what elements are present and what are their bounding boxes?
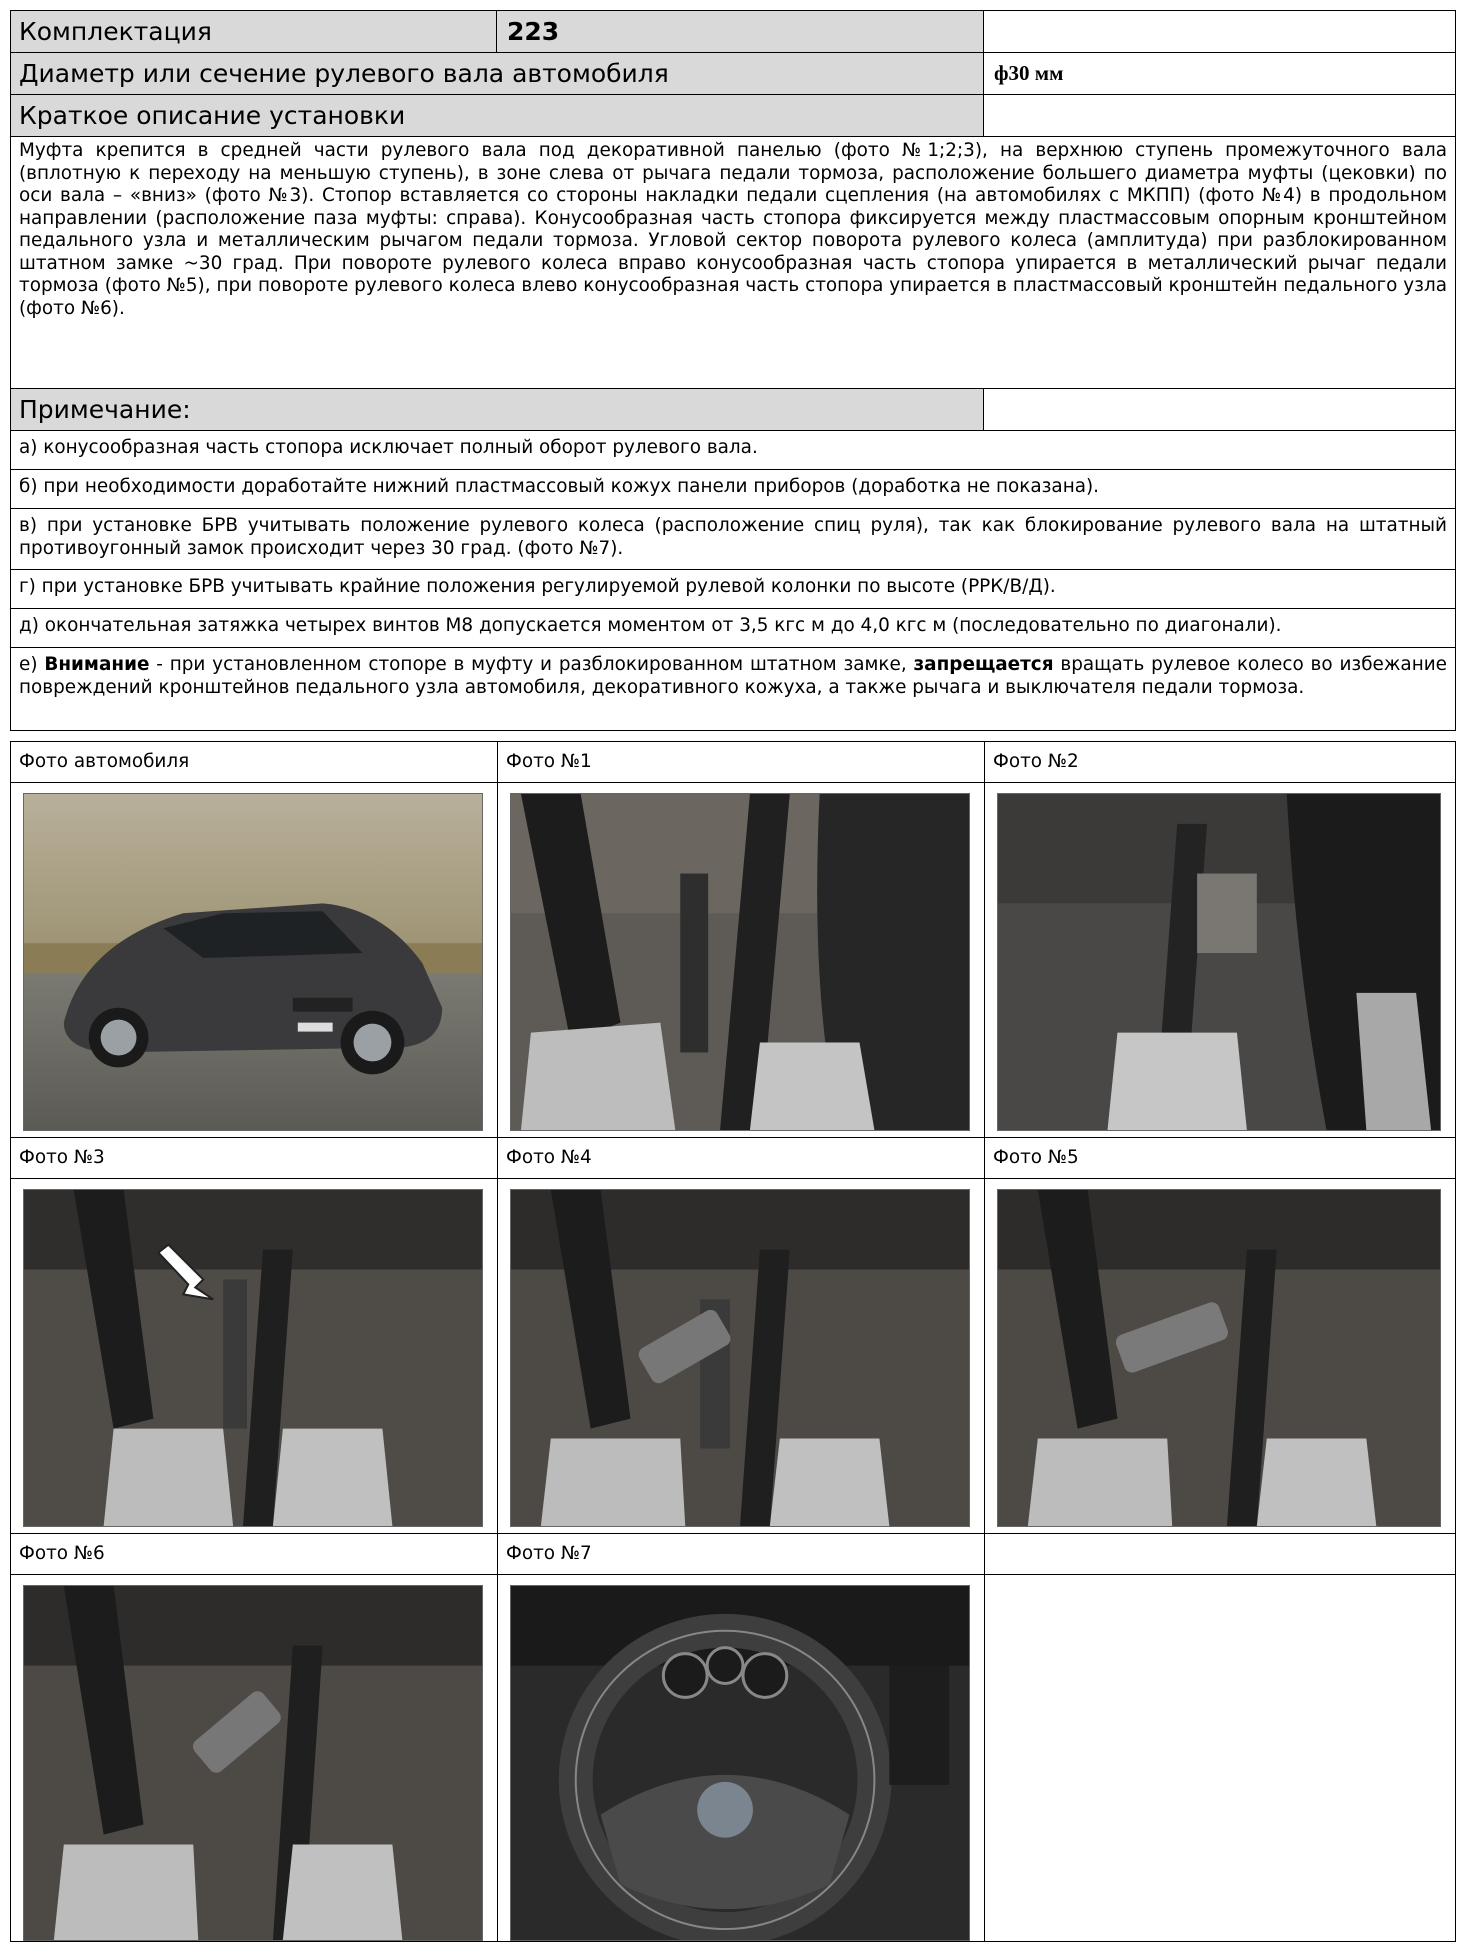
config-label-cell xyxy=(10,10,497,53)
note-f-forbidden: запрещается xyxy=(913,654,1054,675)
caption-7-cell xyxy=(497,1533,985,1575)
note-d: г) при установке БРВ учитывать крайние положения регулируемой рулевой колонки по высоте (РРК/В/Д). xyxy=(19,576,1056,597)
photo-5 xyxy=(997,1189,1441,1527)
caption-2-cell xyxy=(984,741,1456,783)
install-empty-cell xyxy=(983,94,1456,137)
note-f-cell xyxy=(10,647,1456,731)
note-a: а) конусообразная часть стопора исключает полный оборот рулевого вала. xyxy=(19,437,758,458)
caption-4-cell xyxy=(497,1137,985,1179)
caption-car-cell xyxy=(10,741,498,783)
description-cell xyxy=(10,136,1456,389)
photo-4 xyxy=(510,1189,970,1527)
config-label: Комплектация xyxy=(19,17,212,46)
diameter-label-cell xyxy=(10,52,984,95)
config-value-cell xyxy=(496,10,984,53)
photo-3 xyxy=(23,1189,483,1527)
note-a-cell xyxy=(10,430,1456,470)
note-d-cell xyxy=(10,569,1456,609)
install-label-cell xyxy=(10,94,984,137)
notes-title-cell xyxy=(10,388,984,431)
photo-cell-car xyxy=(10,782,498,1138)
photo-cell-4 xyxy=(497,1178,985,1534)
description-text: Муфта крепится в средней части рулевого вала под декоративной панелью (фото №1;2;3), на верхнюю ступень промежуточного вала (вплотную к переходу на меньшую ступень), в зоне слева от рычага педали тормоза, расположение большего диаметра муфты (цековки) по оси вала – «вниз» (фото №3). Стопор вставляется со стороны накладки педали сцепления (на автомобилях с МКПП) (фото №4) в продольном направлении (расположение паза муфты: справа). Конусообразная часть стопора фиксируется между пластмассовым опорным кронштейном педального узла и металлическим рычагом педали тормоза. Угловой сектор поворота рулевого колеса (амплитуда) при разблокированном штатном замке ~30 град. При повороте рулевого колеса вправо конусообразная часть стопора упирается в металлический рычаг педали тормоза (фото №5), при повороте рулевого колеса влево конусообразная часть стопора упирается в пластмассовый кронштейн педального узла (фото №6). xyxy=(19,140,1447,319)
photo-cell-7 xyxy=(497,1574,985,1942)
photo-6 xyxy=(23,1585,483,1941)
caption-3-cell xyxy=(10,1137,498,1179)
car-photo xyxy=(23,793,483,1131)
note-c-cell xyxy=(10,508,1456,570)
note-f xyxy=(11,648,1455,699)
caption-5-cell xyxy=(984,1137,1456,1179)
caption-2: Фото №2 xyxy=(993,751,1079,772)
note-b: б) при необходимости доработайте нижний пластмассовый кожух панели приборов (доработка не показана). xyxy=(19,476,1100,497)
photo-cell-6 xyxy=(10,1574,498,1942)
caption-1: Фото №1 xyxy=(506,751,592,772)
config-value: 223 xyxy=(507,17,560,46)
photo-7 xyxy=(510,1585,970,1941)
note-f-prefix: е) xyxy=(19,654,45,675)
caption-empty-cell xyxy=(984,1533,1456,1575)
install-label: Краткое описание установки xyxy=(19,101,406,130)
notes-title: Примечание: xyxy=(19,395,191,424)
caption-3: Фото №3 xyxy=(19,1147,105,1168)
caption-4: Фото №4 xyxy=(506,1147,592,1168)
config-empty-cell xyxy=(983,10,1456,53)
photo-cell-3 xyxy=(10,1178,498,1534)
notes-empty-cell xyxy=(983,388,1456,431)
note-e: д) окончательная затяжка четырех винтов М8 допускается моментом от 3,5 кгс м до 4,0 кгс м (последовательно по диагонали). xyxy=(19,615,1282,636)
diameter-value-cell xyxy=(983,52,1456,95)
caption-car: Фото автомобиля xyxy=(19,751,190,772)
note-f-mid: - при установленном стопоре в муфту и разблокированном штатном замке, xyxy=(149,654,914,675)
photo-cell-1 xyxy=(497,782,985,1138)
diameter-label: Диаметр или сечение рулевого вала автомобиля xyxy=(19,59,669,88)
caption-5: Фото №5 xyxy=(993,1147,1079,1168)
photo-cell-5 xyxy=(984,1178,1456,1534)
note-f-warning: Внимание xyxy=(44,654,150,675)
note-f-end: вращать рулевое колесо во избежание повреждений кронштейнов педального узла автомобиля, декоративного кожуха, а также рычага и выключателя педали тормоза. xyxy=(19,654,1447,698)
photo-1 xyxy=(510,793,970,1131)
photo-cell-2 xyxy=(984,782,1456,1138)
photo-2 xyxy=(997,793,1441,1131)
caption-6-cell xyxy=(10,1533,498,1575)
note-c: в) при установке БРВ учитывать положение рулевого колеса (расположение спиц руля), так как блокирование рулевого вала на штатный противоугонный замок происходит через 30 град. (фото №7). xyxy=(19,515,1447,559)
photo-cell-empty xyxy=(984,1574,1456,1942)
diameter-value: ф30 мм xyxy=(994,61,1064,85)
note-e-cell xyxy=(10,608,1456,648)
caption-6: Фото №6 xyxy=(19,1543,105,1564)
note-b-cell xyxy=(10,469,1456,509)
caption-7: Фото №7 xyxy=(506,1543,592,1564)
caption-1-cell xyxy=(497,741,985,783)
